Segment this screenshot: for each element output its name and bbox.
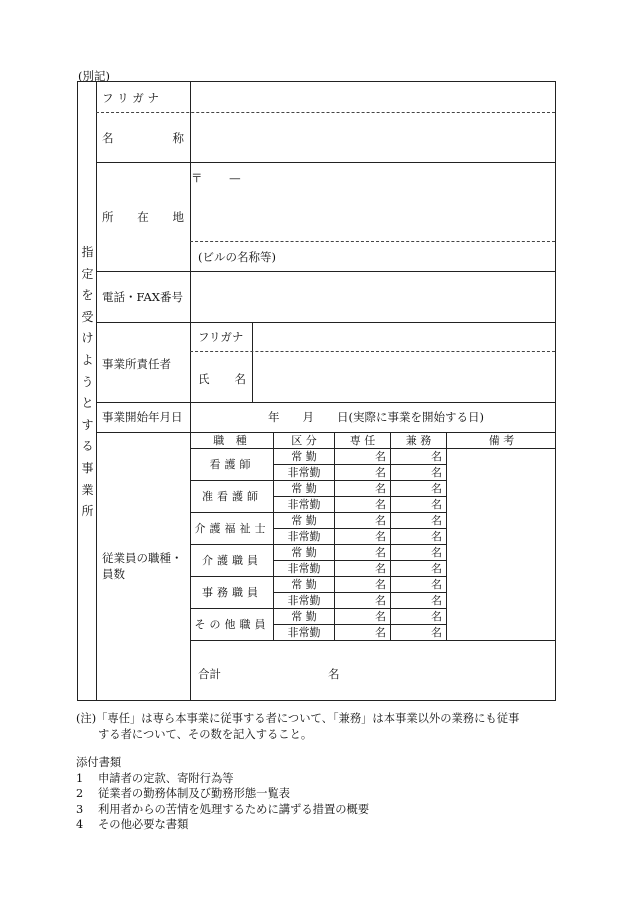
staff-ken-field[interactable]: 名 <box>391 545 447 561</box>
vertical-label-char: を <box>81 288 94 303</box>
staff-kubun-cell: 非常勤 <box>274 529 335 545</box>
staff-label: 従業員の職種・ <box>102 551 183 565</box>
staff-ken-field[interactable]: 名 <box>391 449 447 465</box>
attachment-text: 申請者の定款、寄附行為等 <box>98 771 234 785</box>
staff-kubun-cell: 常 勤 <box>274 577 335 593</box>
total-unit: 名 <box>328 667 340 681</box>
staff-kubun-cell: 非常勤 <box>274 465 335 481</box>
attachment-item <box>76 786 369 802</box>
staff-table-header <box>191 433 557 449</box>
staff-sen-field[interactable]: 名 <box>335 529 391 545</box>
note <box>76 711 566 743</box>
attachment-text: その他必要な書類 <box>98 818 189 832</box>
staff-sen-field[interactable]: 名 <box>335 561 391 577</box>
start-date-label: 事業開始年月日 <box>102 410 183 424</box>
furigana-label: フ リ ガ ナ <box>102 91 159 105</box>
attachment-item <box>76 802 369 818</box>
staff-ken-field[interactable]: 名 <box>391 465 447 481</box>
staff-sen-field[interactable]: 名 <box>335 497 391 513</box>
divider <box>96 402 555 403</box>
staff-kubun-cell: 非常勤 <box>274 625 335 641</box>
header-type: 職 種 <box>191 433 274 449</box>
vertical-label-char: よ <box>81 352 94 367</box>
staff-type-cell: 看護師 <box>191 449 274 481</box>
staff-kubun-cell: 常 勤 <box>274 449 335 465</box>
vertical-label-char: け <box>81 331 94 346</box>
divider <box>96 271 555 272</box>
vertical-label-char: 業 <box>81 482 94 497</box>
staff-ken-field[interactable]: 名 <box>391 577 447 593</box>
manager-furigana-label: フリガナ <box>198 330 244 344</box>
staff-sen-field[interactable]: 名 <box>335 513 391 529</box>
staff-ken-field[interactable]: 名 <box>391 609 447 625</box>
attachment-number: 2 <box>76 787 84 801</box>
header-kubun: 区 分 <box>274 433 335 449</box>
staff-sen-field[interactable]: 名 <box>335 577 391 593</box>
dashed-divider <box>96 112 555 113</box>
staff-sen-field[interactable]: 名 <box>335 593 391 609</box>
staff-sen-field[interactable]: 名 <box>335 481 391 497</box>
vertical-label-char: 指 <box>81 245 94 259</box>
vertical-label-char: る <box>81 439 94 454</box>
staff-ken-field[interactable]: 名 <box>391 593 447 609</box>
attachment-text: 従業者の勤務体制及び勤務形態一覧表 <box>98 787 291 801</box>
header-sen: 専 任 <box>335 433 391 449</box>
staff-sen-field[interactable]: 名 <box>335 609 391 625</box>
vertical-label-char: 受 <box>81 309 94 324</box>
staff-ken-field[interactable]: 名 <box>391 497 447 513</box>
vertical-label-char: す <box>81 417 94 432</box>
building-name-hint: (ビルの名称等) <box>198 250 276 264</box>
total-cell <box>191 641 557 699</box>
staff-sen-field[interactable]: 名 <box>335 625 391 641</box>
total-label: 合計 <box>198 667 221 681</box>
staff-kubun-cell: 常 勤 <box>274 481 335 497</box>
vertical-label-char: う <box>81 374 94 389</box>
staff-type-cell: 介護福祉士 <box>191 513 274 545</box>
staff-label-2: 員数 <box>102 567 125 581</box>
document-heading: (別記) <box>78 69 110 83</box>
staff-ken-field[interactable]: 名 <box>391 529 447 545</box>
header-biko: 備 考 <box>447 433 557 449</box>
start-date-field[interactable]: 年 月 日(実際に事業を開始する日) <box>268 410 484 424</box>
divider <box>96 322 555 323</box>
staff-sen-field[interactable]: 名 <box>335 449 391 465</box>
staff-kubun-cell: 非常勤 <box>274 561 335 577</box>
phone-fax-label: 電話・FAX番号 <box>102 290 183 304</box>
attachments-title: 添付書類 <box>76 756 122 769</box>
attachment-item <box>76 817 369 833</box>
attachment-number: 3 <box>76 802 84 816</box>
staff-row <box>191 449 557 465</box>
staff-kubun-cell: 常 勤 <box>274 513 335 529</box>
staff-remarks-field[interactable] <box>447 449 557 641</box>
attachment-text: 利用者からの苦情を処理するために講ずる措置の概要 <box>98 802 370 816</box>
attachment-number: 1 <box>76 771 84 785</box>
divider <box>252 322 253 402</box>
address-label: 所 在 地 <box>102 210 184 224</box>
staff-ken-field[interactable]: 名 <box>391 481 447 497</box>
staff-type-cell: 事務職員 <box>191 577 274 609</box>
postal-code-field[interactable]: 〒 — <box>191 171 241 185</box>
staff-type-cell: その他職員 <box>191 609 274 641</box>
staff-ken-field[interactable]: 名 <box>391 513 447 529</box>
manager-name-label: 氏 名 <box>198 372 246 386</box>
staff-table <box>190 432 556 698</box>
manager-label: 事業所責任者 <box>102 357 171 371</box>
vertical-label-char: 事 <box>81 460 94 475</box>
dashed-divider <box>190 351 555 352</box>
staff-kubun-cell: 非常勤 <box>274 497 335 513</box>
header-ken: 兼 務 <box>391 433 447 449</box>
staff-kubun-cell: 常 勤 <box>274 545 335 561</box>
attachments <box>76 755 369 833</box>
name-label: 名 称 <box>102 131 184 145</box>
staff-kubun-cell: 非常勤 <box>274 593 335 609</box>
attachment-item <box>76 771 369 787</box>
staff-sen-field[interactable]: 名 <box>335 465 391 481</box>
staff-kubun-cell: 常 勤 <box>274 609 335 625</box>
vertical-label-char: 所 <box>81 504 94 519</box>
divider <box>96 162 555 163</box>
vertical-label-applicant-office <box>78 242 97 523</box>
attachment-number: 4 <box>76 818 84 832</box>
staff-ken-field[interactable]: 名 <box>391 561 447 577</box>
total-row <box>191 641 557 699</box>
staff-type-cell: 介護職員 <box>191 545 274 577</box>
note-line-1: (注)「専任」は専ら本事業に従事する者について、「兼務」は本事業以外の業務にも従事 <box>76 712 520 725</box>
staff-sen-field[interactable]: 名 <box>335 545 391 561</box>
staff-type-cell: 准看護師 <box>191 481 274 513</box>
vertical-label-char: と <box>81 396 94 411</box>
vertical-label-char: 定 <box>81 266 94 281</box>
dashed-divider <box>190 241 555 242</box>
note-line-2: する者について、その数を記入すること。 <box>98 728 313 741</box>
staff-ken-field[interactable]: 名 <box>391 625 447 641</box>
